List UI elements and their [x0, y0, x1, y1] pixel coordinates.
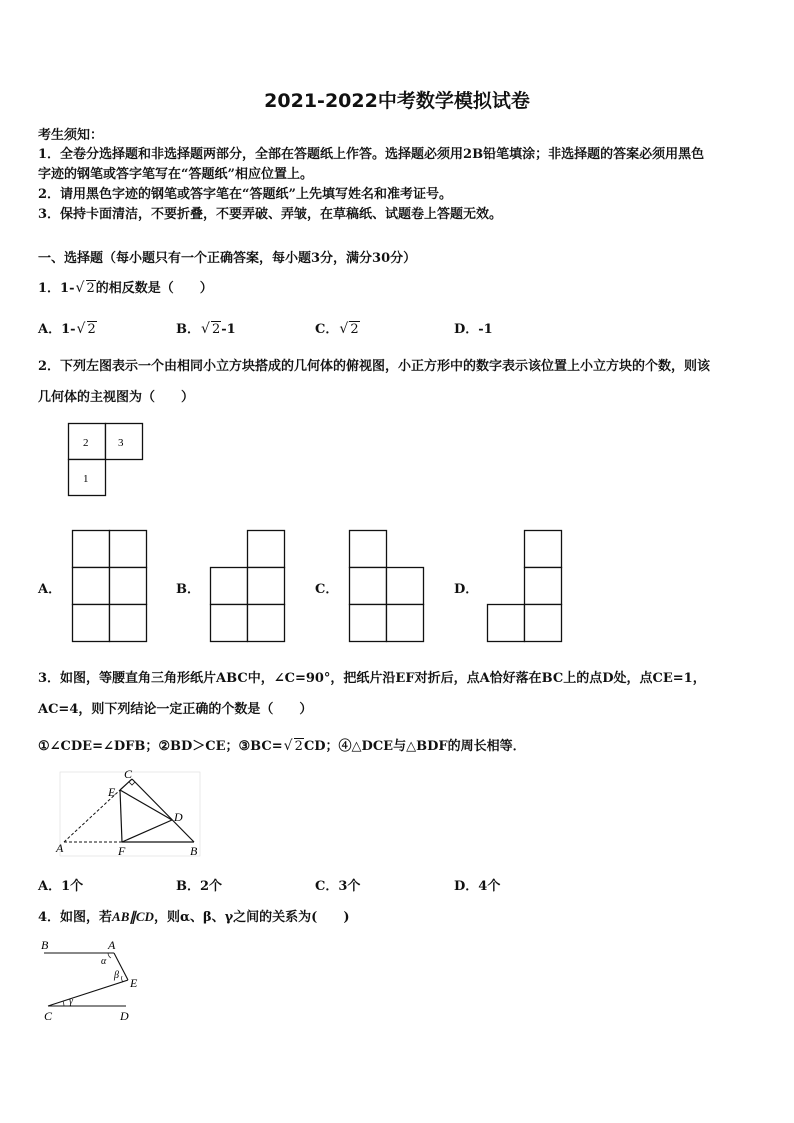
q2-option-a[interactable]: A． — [38, 582, 62, 597]
point-label-b: B — [190, 844, 198, 858]
point-label-f: F — [118, 844, 126, 858]
q3-stem-1: 3．如图，等腰直角三角形纸片ABC中，∠C=90°，把纸片沿EF对折后，点A恰好落在BC上的点D处，点CE=1， — [38, 671, 706, 686]
point-label-e: E — [130, 976, 138, 990]
page-title: 2021-2022中考数学模拟试卷 — [264, 90, 530, 112]
angle-label-gamma: γ — [69, 996, 73, 1007]
notice-line-2: 字迹的钢笔或答字笔写在“答题纸”相应位置上。 — [38, 167, 313, 182]
q2-option-b-figure[interactable] — [210, 530, 286, 642]
point-label-a: A — [108, 938, 116, 952]
q3-option-a[interactable]: A．1个 — [38, 879, 84, 894]
q2-stem-2: 几何体的主视图为（ ） — [38, 390, 195, 405]
top-view-cell — [106, 424, 143, 460]
q3-statements: ①∠CDE=∠DFB；②BD＞CE；③BC=√ 2CD；④△DCE与△BDF的周长相等． — [38, 735, 526, 754]
q2-option-d-figure[interactable] — [487, 530, 563, 642]
point-label-d: D — [120, 1009, 129, 1023]
q3-stem-2: AC=4，则下列结论一定正确的个数是（ ） — [38, 702, 313, 717]
sqrt-symbol: √ 2 — [77, 322, 97, 337]
q2-stem-1: 2．下列左图表示一个由相同小立方块搭成的几何体的俯视图，小正方形中的数字表示该位置上小立方块的个数，则该 — [38, 359, 711, 374]
q4-stem: 4．如图，若AB∥CD，则α、β、γ之间的关系为( ) — [38, 909, 350, 925]
section-heading: 一、选择题（每小题只有一个正确答案，每小题3分，满分30分） — [38, 251, 417, 266]
q2-top-view-figure — [68, 423, 144, 497]
point-label-d: D — [174, 810, 183, 824]
q4-parallel-lines-figure — [38, 936, 148, 1024]
sqrt-symbol: √ 2 — [76, 281, 96, 296]
point-label-a: A — [56, 841, 64, 855]
q2-option-c-figure[interactable] — [349, 530, 425, 642]
top-view-count: 1 — [83, 473, 89, 485]
notice-line-1: 1．全卷分选择题和非选择题两部分，全部在答题纸上作答。选择题必须用2B铅笔填涂；非选择题的答案必须用黑色 — [38, 147, 705, 162]
notice-line-3: 2．请用黑色字迹的钢笔或答字笔在“答题纸”上先填写姓名和准考证号。 — [38, 187, 453, 202]
q3-option-c[interactable]: C．3个 — [315, 879, 361, 894]
q3-triangle-figure — [52, 768, 202, 858]
q3-option-d[interactable]: D．4个 — [454, 879, 501, 894]
point-label-c: C — [124, 767, 133, 781]
angle-label-alpha: α — [101, 956, 107, 967]
q1-option-a[interactable]: A．1-√ 2 — [38, 318, 97, 337]
point-label-c: C — [44, 1009, 53, 1023]
q1-stem: 1．1-√ 2的相反数是（ ） — [38, 277, 213, 296]
sqrt-symbol: √ 2 — [339, 322, 359, 337]
sqrt-symbol: √ 2 — [201, 322, 221, 337]
top-view-count: 3 — [118, 437, 124, 449]
q1-option-d[interactable]: D．-1 — [454, 322, 493, 337]
q1-option-b[interactable]: B．√ 2-1 — [176, 318, 236, 337]
q3-option-b[interactable]: B．2个 — [176, 879, 223, 894]
angle-label-beta: β — [114, 970, 119, 981]
q2-option-a-figure[interactable] — [72, 530, 148, 642]
q1-option-c[interactable]: C．√ 2 — [315, 318, 360, 337]
notice-line-4: 3．保持卡面清洁，不要折叠，不要弄破、弄皱，在草稿纸、试题卷上答题无效。 — [38, 207, 503, 222]
notice-heading: 考生须知： — [38, 128, 104, 143]
sqrt-symbol: √ 2 — [284, 739, 304, 754]
q2-option-d[interactable]: D． — [454, 582, 479, 597]
point-label-e: E — [108, 785, 116, 799]
point-label-b: B — [41, 938, 49, 952]
q2-option-b[interactable]: B． — [176, 582, 200, 597]
q2-option-c[interactable]: C． — [315, 582, 339, 597]
top-view-count: 2 — [83, 437, 89, 449]
